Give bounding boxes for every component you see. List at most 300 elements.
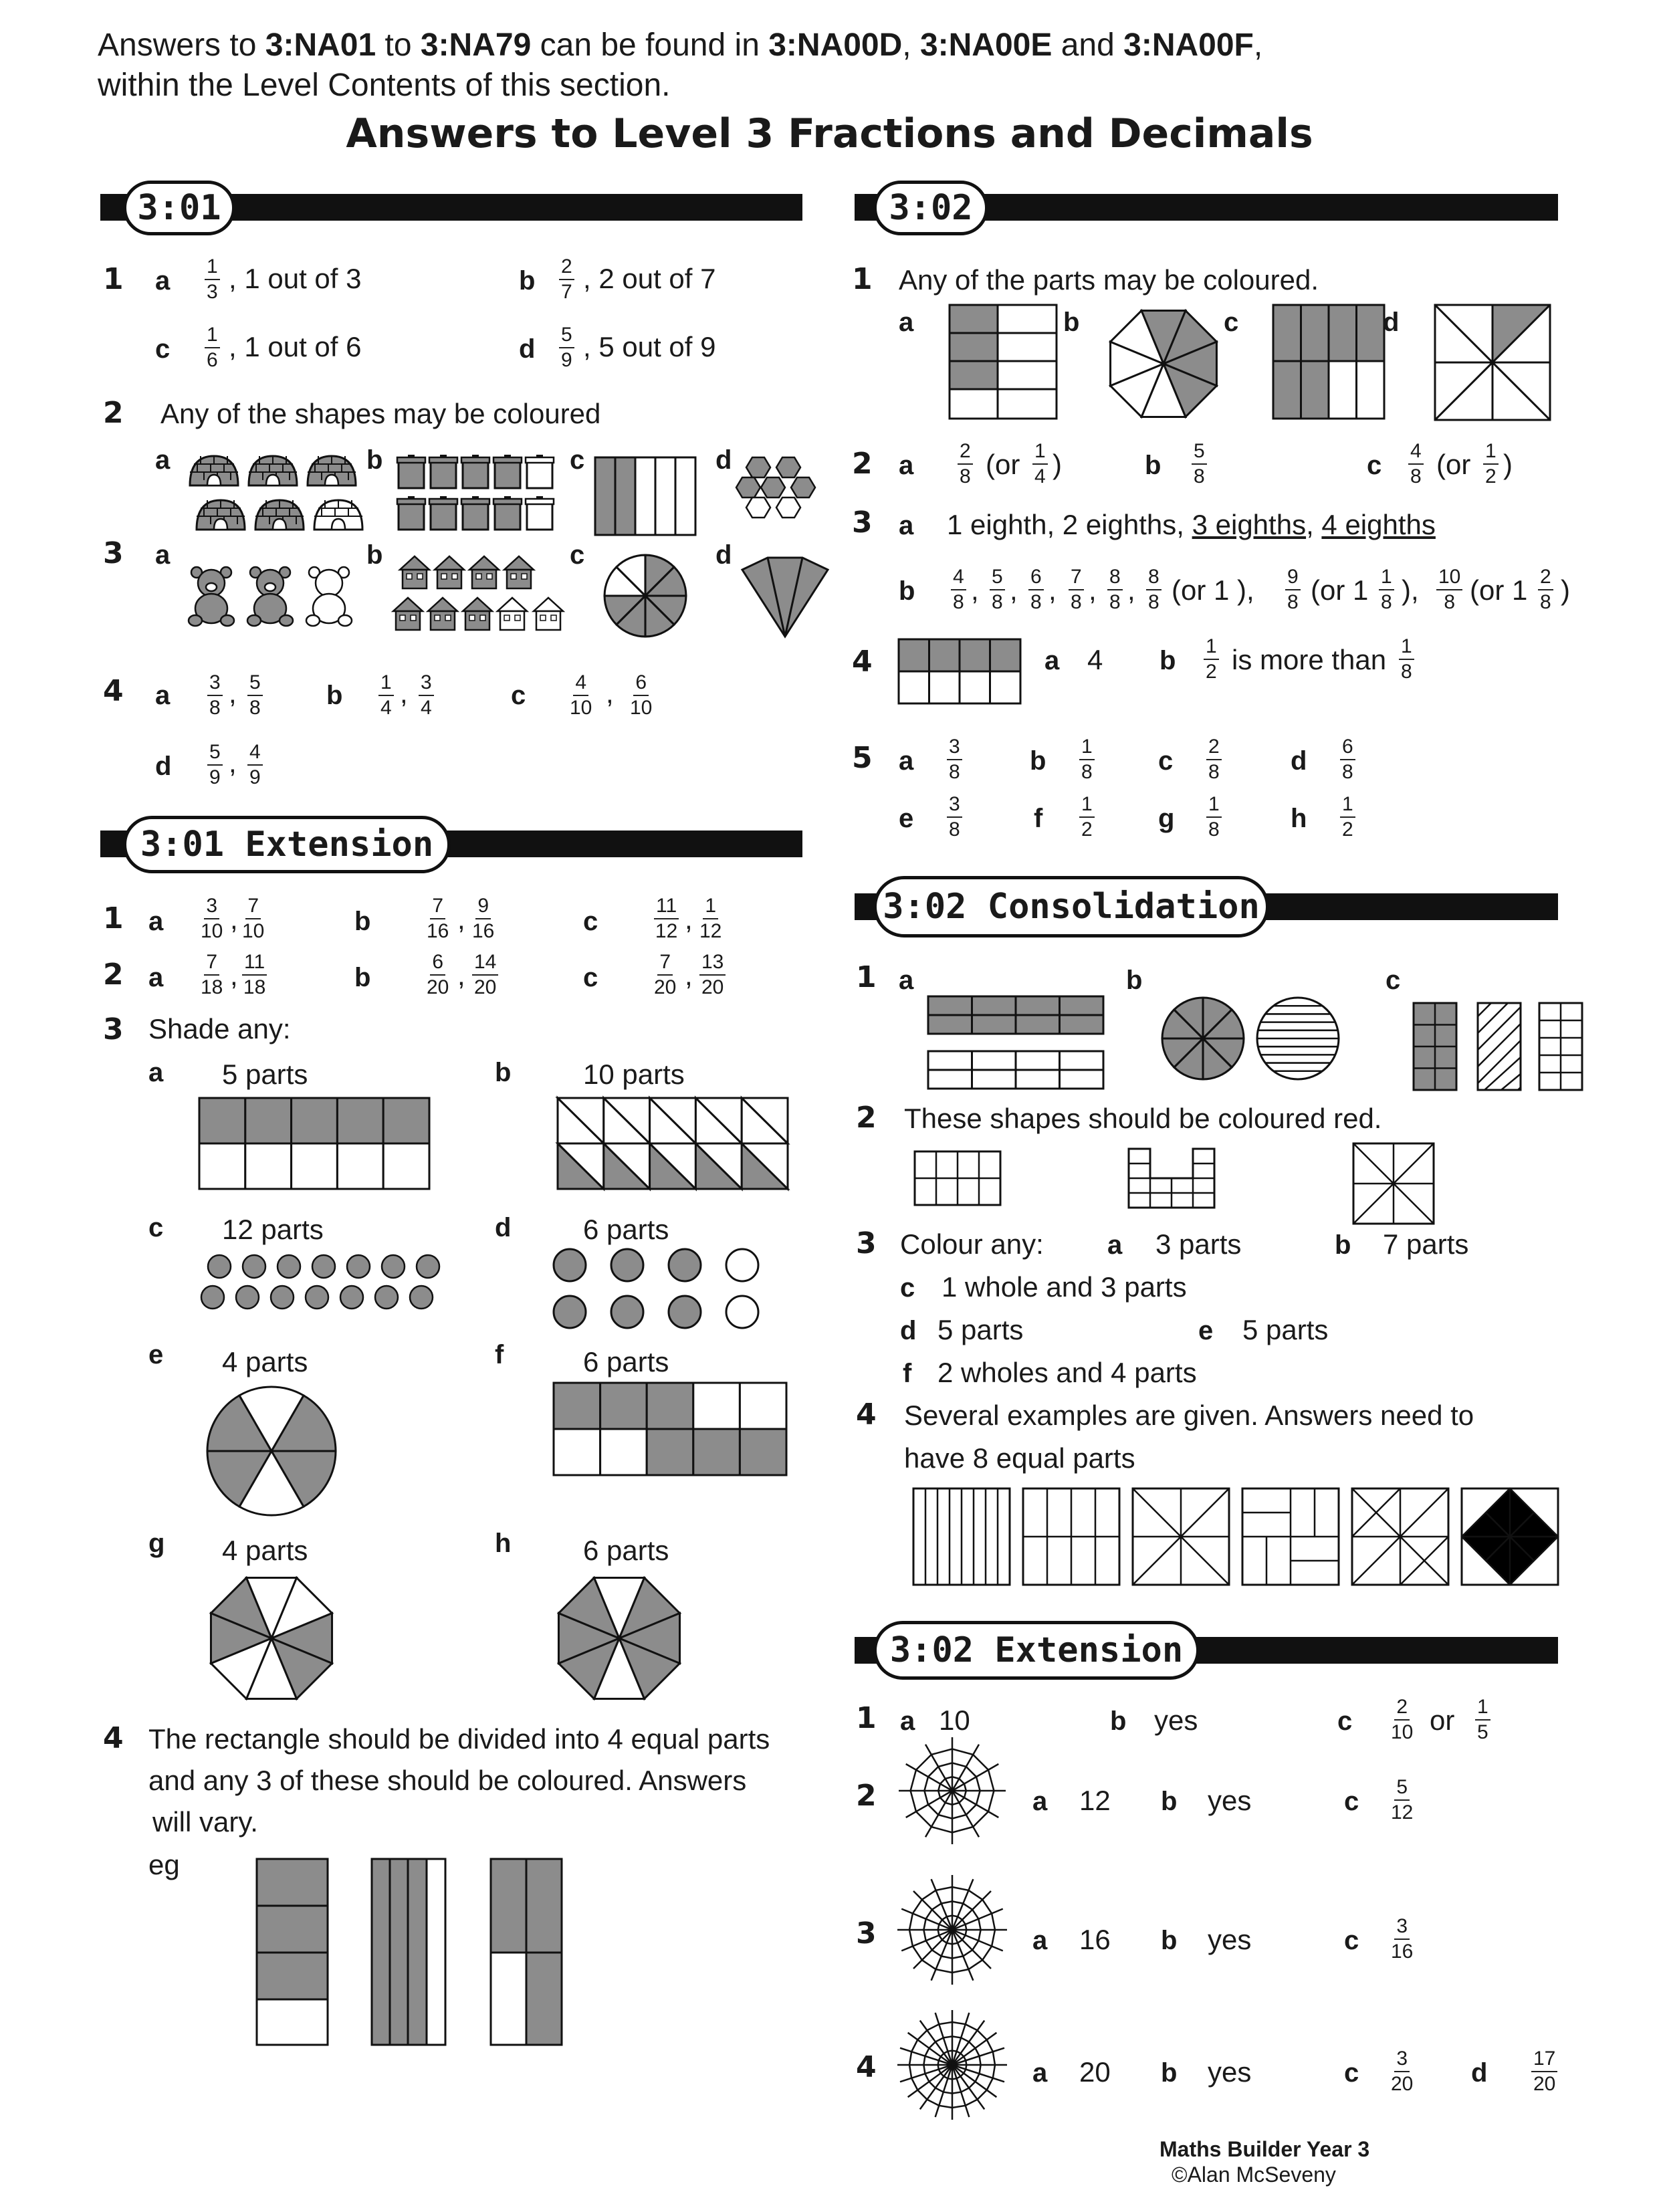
item-letter: e <box>899 804 914 833</box>
web-spoke <box>952 2048 1004 2065</box>
octagon-8-h <box>551 1570 687 1706</box>
item-letter: a <box>155 540 171 570</box>
parts-label: 10 parts <box>583 1059 685 1090</box>
circles-14-c <box>205 1250 453 1317</box>
q-number: 3 <box>856 1226 877 1260</box>
section-label-302-consolidation: 3:02 Consolidation <box>873 876 1269 937</box>
fraction: $\frac{3}{16}$ <box>1391 1915 1414 1963</box>
item-letter: h <box>495 1529 512 1558</box>
web-spoke <box>952 1930 991 1969</box>
grid-cell <box>740 1383 786 1429</box>
fraction: $\frac{3}{10}$ <box>201 895 223 942</box>
fraction: $\frac{2}{8}$ <box>1538 567 1553 613</box>
header-segment: 3:NA00F <box>1123 27 1254 63</box>
item-letter: a <box>899 746 914 776</box>
answer-text: yes <box>1154 1704 1198 1736</box>
circle-item <box>417 1255 439 1278</box>
comma: , <box>400 677 408 709</box>
comma: , <box>685 960 693 991</box>
grid-cell <box>292 1098 338 1143</box>
grid-cell <box>693 1429 740 1475</box>
igloos-shape <box>187 452 361 539</box>
fraction: $\frac{3}{4}$ <box>419 673 434 718</box>
fraction: $\frac{3}{8}$ <box>947 794 962 840</box>
fraction: $\frac{3}{20}$ <box>1391 2048 1414 2095</box>
answer-text: 1 whole and 3 parts <box>942 1271 1187 1303</box>
fraction: $\frac{11}{12}$ <box>655 895 678 942</box>
grid-cell <box>600 1429 647 1475</box>
fraction: $\frac{4}{8}$ <box>1408 441 1424 487</box>
fraction: $\frac{1}{4}$ <box>1032 441 1048 487</box>
question-text: Any of the shapes may be coloured <box>160 398 601 429</box>
question-text: Any of the parts may be coloured. <box>899 264 1319 296</box>
item-letter: a <box>148 963 164 992</box>
fraction: $\frac{5}{9}$ <box>559 325 574 370</box>
rect-example-vertical <box>372 1859 447 2046</box>
header-segment: to <box>376 27 421 63</box>
item-letter: b <box>1063 308 1080 337</box>
answer-text: 4 <box>1087 644 1103 675</box>
item-letter: c <box>1386 966 1401 995</box>
fraction: $\frac{1}{6}$ <box>205 325 220 370</box>
comma: , <box>230 960 238 991</box>
item-letter: a <box>899 511 914 540</box>
item-letter: c <box>1337 1706 1353 1736</box>
answer-text: , 1 out of 6 <box>229 331 362 362</box>
item-letter: b <box>354 963 371 992</box>
item-letter: a <box>155 445 171 475</box>
header-segment: and <box>1052 27 1124 63</box>
section-label-301: 3:01 <box>123 181 235 235</box>
example-8-grid <box>1023 1488 1121 1586</box>
item-letter: d <box>715 540 732 570</box>
q-number: 1 <box>852 262 873 296</box>
item-letter: b <box>1110 1706 1127 1736</box>
explanation-line: Several examples are given. Answers need to <box>904 1400 1474 1431</box>
header-line-2: within the Level Contents of this section. <box>98 68 671 103</box>
circle-item <box>382 1255 405 1278</box>
circle-item <box>312 1255 335 1278</box>
item-letter: a <box>899 451 914 480</box>
web-spoke <box>900 2048 952 2065</box>
header-segment: can be found in <box>531 27 769 63</box>
comma: , <box>230 903 238 935</box>
octagon-8-b <box>1103 304 1224 424</box>
item-letter: a <box>900 1706 915 1736</box>
item-letter: a <box>148 907 164 936</box>
q-number: 1 <box>103 262 124 296</box>
item-letter: c <box>1224 308 1239 337</box>
circle-8-sectors <box>602 552 689 639</box>
explanation-line: have 8 equal parts <box>904 1442 1135 1474</box>
q-number: 1 <box>856 960 877 994</box>
circle-item <box>243 1255 265 1278</box>
example-8-pinwheel-rects <box>1242 1488 1340 1586</box>
or-text: (or 1 ), <box>1172 574 1254 606</box>
rect-example-quarters <box>491 1859 563 2046</box>
fan-shape <box>738 555 832 639</box>
item-letter: a <box>155 681 171 710</box>
comma: , <box>685 903 693 935</box>
fraction: $\frac{2}{8}$ <box>1206 737 1222 782</box>
web-spoke <box>913 1891 952 1930</box>
q-number: 1 <box>103 901 124 935</box>
q-number: 4 <box>856 1398 877 1432</box>
eighths-sequence: 1 eighth, 2 eighths, 3 eighths, 4 eighths <box>947 509 1436 540</box>
answer-text: 5 parts <box>1242 1314 1329 1345</box>
item-letter: d <box>155 752 172 781</box>
answer-text: 5 parts <box>937 1314 1024 1345</box>
fraction: $\frac{7}{8}$ <box>1069 567 1084 613</box>
example-8-triangles <box>1133 1488 1230 1586</box>
item-letter: b <box>1030 746 1046 776</box>
circle-item <box>271 1286 294 1309</box>
circle-8-shaded <box>1161 996 1245 1081</box>
item-letter: f <box>1034 804 1043 833</box>
fraction: $\frac{1}{2}$ <box>1483 441 1499 487</box>
item-letter: a <box>1032 1787 1048 1816</box>
item-letter: d <box>495 1213 512 1242</box>
fraction: $\frac{7}{10}$ <box>242 895 265 942</box>
parts-label: 4 parts <box>222 1346 308 1377</box>
section-label-302: 3:02 <box>873 181 988 235</box>
item-letter: a <box>1032 2058 1048 2088</box>
fraction: $\frac{5}{8}$ <box>990 567 1005 613</box>
or-text: (or <box>1436 449 1471 480</box>
grid-cell <box>337 1098 383 1143</box>
item-letter: g <box>1158 804 1175 833</box>
item-letter: d <box>715 445 732 475</box>
item-letter: b <box>1126 966 1143 995</box>
grid-2x4 <box>899 639 1022 705</box>
item-letter: a <box>1032 1926 1048 1955</box>
q-number: 2 <box>103 958 124 992</box>
rect-hatched <box>1478 1003 1522 1091</box>
grid-cell <box>199 1143 245 1189</box>
fraction: $\frac{2}{8}$ <box>958 441 973 487</box>
or-text: (or <box>986 449 1020 480</box>
comma: , <box>457 960 465 991</box>
fraction: $\frac{1}{2}$ <box>1204 637 1219 682</box>
close-paren: ), <box>1402 574 1419 606</box>
grid-cell <box>693 1383 740 1429</box>
item-letter: c <box>1158 746 1174 776</box>
parts-label: 6 parts <box>583 1346 669 1377</box>
grid-cell <box>647 1383 693 1429</box>
item-letter: c <box>511 681 526 710</box>
rect-grid-white <box>1539 1003 1583 1091</box>
fraction: $\frac{7}{16}$ <box>427 895 449 942</box>
circle-item <box>306 1286 328 1309</box>
q-number: 3 <box>103 536 124 570</box>
fraction: $\frac{10}{8}$ <box>1436 567 1462 613</box>
parts-label: 5 parts <box>222 1059 308 1090</box>
q-number: 3 <box>852 506 873 540</box>
circle-item <box>726 1249 758 1281</box>
grid-2x5-a <box>198 1097 429 1190</box>
web-spoke <box>935 2013 952 2065</box>
grid-cell <box>383 1143 429 1189</box>
explanation-line: The rectangle should be divided into 4 equal parts <box>148 1723 770 1755</box>
fraction: $\frac{1}{2}$ <box>1079 794 1095 840</box>
or-text: or <box>1430 1704 1455 1736</box>
item-letter: b <box>326 681 343 710</box>
item-letter: b <box>899 576 915 606</box>
comma: , <box>1089 574 1097 606</box>
grid-2x5-f <box>552 1381 788 1476</box>
fraction: $\frac{5}{8}$ <box>247 673 263 718</box>
fraction: $\frac{1}{8}$ <box>1079 737 1095 782</box>
circle-item <box>726 1296 758 1328</box>
page-title: Answers to Level 3 Fractions and Decimals <box>346 110 1313 157</box>
web-spoke <box>952 2013 969 2065</box>
header-segment: , <box>1253 27 1263 63</box>
q-number: 4 <box>856 2050 877 2084</box>
item-letter: c <box>1344 1787 1359 1816</box>
item-letter: b <box>1161 1926 1178 1955</box>
close-paren: ) <box>1053 449 1062 480</box>
grid-cell <box>292 1143 338 1189</box>
comma: , <box>971 574 979 606</box>
section-label-302-extension: 3:02 Extension <box>873 1621 1200 1680</box>
u-shape-grid <box>1127 1147 1216 1209</box>
circle-item <box>208 1255 231 1278</box>
comma: , <box>457 903 465 935</box>
footer-copyright: ©Alan McSeveny <box>1172 2163 1336 2187</box>
item-letter: b <box>354 907 371 936</box>
q-number: 2 <box>856 1779 877 1813</box>
question-text: These shapes should be coloured red. <box>904 1103 1382 1134</box>
comma: , <box>1127 574 1135 606</box>
web-20-spokes <box>896 2009 1008 2121</box>
comma: , <box>606 677 614 709</box>
web-spoke <box>900 2065 952 2082</box>
question-text: Colour any: <box>900 1228 1044 1260</box>
fraction: $\frac{4}{10}$ <box>570 671 592 719</box>
grid-cell <box>554 1383 600 1429</box>
item-letter: c <box>148 1213 164 1242</box>
circle-item <box>554 1249 586 1281</box>
fraction: $\frac{4}{8}$ <box>951 567 966 613</box>
circle-item <box>347 1255 370 1278</box>
item-letter: d <box>1471 2058 1488 2088</box>
q-number: 3 <box>103 1012 124 1046</box>
fraction: $\frac{11}{18}$ <box>243 951 266 998</box>
fraction: $\frac{1}{2}$ <box>1340 794 1355 840</box>
or-text: (or 1 <box>1470 574 1528 606</box>
header-segment: Answers to <box>98 27 265 63</box>
parts-label: 6 parts <box>583 1535 669 1566</box>
parts-label: 6 parts <box>583 1214 669 1245</box>
fraction: $\frac{13}{20}$ <box>699 952 726 998</box>
item-letter: c <box>155 334 171 364</box>
circle-item <box>611 1296 643 1328</box>
circle-item <box>410 1286 433 1309</box>
item-letter: b <box>1159 646 1176 675</box>
explanation-line: and any 3 of these should be coloured. Answers <box>148 1765 747 1796</box>
header-segment: 3:NA79 <box>420 27 532 63</box>
comma: , <box>1048 574 1057 606</box>
fraction: $\frac{9}{8}$ <box>1285 567 1301 613</box>
comma: , <box>229 677 237 709</box>
footer-title: Maths Builder Year 3 <box>1159 2137 1370 2161</box>
grid-4x2-c <box>1273 305 1386 420</box>
grid-cell <box>337 1143 383 1189</box>
item-letter: c <box>900 1273 915 1303</box>
fraction: $\frac{8}{8}$ <box>1146 567 1162 613</box>
item-letter: c <box>570 540 585 570</box>
fraction: $\frac{3}{8}$ <box>947 737 962 782</box>
q-number: 4 <box>852 645 873 679</box>
grid-cell <box>383 1098 429 1143</box>
example-8-diamond <box>1462 1488 1559 1586</box>
web-spoke <box>952 2065 969 2117</box>
fraction: $\frac{6}{20}$ <box>427 951 449 998</box>
item-letter: b <box>366 445 383 475</box>
answer-text: 3 parts <box>1155 1228 1242 1260</box>
fraction: $\frac{1}{5}$ <box>1475 1697 1490 1743</box>
circle-item <box>236 1286 259 1309</box>
web-spoke <box>913 1930 952 1969</box>
answer-text: 12 <box>1079 1785 1111 1816</box>
circle-item <box>375 1286 398 1309</box>
fraction: $\frac{1}{3}$ <box>205 257 220 302</box>
grid-cell <box>199 1098 245 1143</box>
explanation-line: will vary. <box>152 1806 258 1838</box>
circle-stripes <box>1256 996 1340 1081</box>
fraction: $\frac{2}{10}$ <box>1391 1696 1414 1743</box>
answer-text: , 2 out of 7 <box>583 263 716 294</box>
grid-2x4-small <box>915 1151 1002 1208</box>
rectangle-5-strips <box>595 457 695 536</box>
grid-triangles-b <box>556 1097 789 1190</box>
q-number: 2 <box>103 396 124 430</box>
fraction: $\frac{1}{8}$ <box>1399 637 1414 682</box>
q-number: 2 <box>852 447 873 481</box>
answer-text: yes <box>1208 2056 1252 2088</box>
fraction: $\frac{7}{18}$ <box>201 951 223 998</box>
item-letter: b <box>1161 1787 1178 1816</box>
grid-cell <box>554 1429 600 1475</box>
item-letter: e <box>1198 1316 1214 1345</box>
circle-item <box>669 1249 701 1281</box>
fraction: $\frac{5}{12}$ <box>1391 1776 1414 1823</box>
answer-text: 2 wholes and 4 parts <box>937 1357 1197 1388</box>
fraction: $\frac{5}{8}$ <box>1192 441 1207 487</box>
item-letter: h <box>1291 804 1307 833</box>
web-spoke <box>935 2065 952 2117</box>
teddy-bears-shape <box>187 567 361 629</box>
item-letter: c <box>1344 2058 1359 2088</box>
item-letter: b <box>366 540 383 570</box>
pots-shape <box>397 455 558 535</box>
answer-text: yes <box>1208 1924 1252 1955</box>
rect-grid-shaded <box>1414 1003 1458 1091</box>
fraction: $\frac{1}{4}$ <box>378 673 394 718</box>
q-number: 4 <box>103 1721 124 1755</box>
close-paren: ) <box>1503 449 1513 480</box>
circles-8-d <box>552 1248 760 1337</box>
square-8-triangles-red <box>1353 1143 1435 1225</box>
question-text: Shade any: <box>148 1013 291 1044</box>
item-letter: a <box>899 966 914 995</box>
circle-6-sectors-e <box>205 1384 338 1518</box>
answer-text: yes <box>1208 1785 1252 1816</box>
item-letter: d <box>1383 308 1400 337</box>
bars-halves-quarters <box>928 996 1105 1090</box>
grid-cell <box>647 1429 693 1475</box>
item-letter: a <box>155 266 171 296</box>
item-letter: a <box>148 1058 164 1087</box>
header-segment: 3:NA01 <box>265 27 376 63</box>
item-letter: d <box>900 1316 917 1345</box>
q-number: 1 <box>856 1701 877 1735</box>
web-12-spokes <box>897 1736 1007 1846</box>
grid-cell <box>600 1383 647 1429</box>
item-letter: b <box>1145 451 1162 480</box>
item-letter: a <box>1044 646 1060 675</box>
item-letter: b <box>1335 1230 1351 1260</box>
item-letter: c <box>583 907 598 936</box>
circle-item <box>201 1286 224 1309</box>
fraction: $\frac{1}{8}$ <box>1379 567 1394 613</box>
or-text: (or 1 <box>1311 574 1369 606</box>
grid-cell <box>740 1429 786 1475</box>
item-letter: c <box>1344 1926 1359 1955</box>
web-spoke <box>952 1891 991 1930</box>
answer-text: is more than <box>1232 644 1387 675</box>
item-letter: c <box>583 963 598 992</box>
fraction: $\frac{3}{8}$ <box>207 673 223 718</box>
grid-cell <box>245 1143 292 1189</box>
circle-item <box>669 1296 701 1328</box>
answer-text: 10 <box>939 1704 970 1736</box>
circle-item <box>340 1286 363 1309</box>
q-number: 3 <box>856 1916 877 1951</box>
item-letter: b <box>519 266 536 296</box>
fraction: $\frac{6}{10}$ <box>630 671 653 719</box>
grid-4x2-a <box>950 305 1058 420</box>
grid-cell <box>245 1098 292 1143</box>
parts-label: 4 parts <box>222 1535 308 1566</box>
q-number: 5 <box>852 741 873 775</box>
fraction: $\frac{2}{7}$ <box>559 257 574 302</box>
fraction: $\frac{5}{9}$ <box>207 742 223 788</box>
fraction: $\frac{9}{16}$ <box>472 895 495 942</box>
section-label-301-extension: 3:01 Extension <box>123 816 451 873</box>
item-letter: d <box>1291 746 1307 776</box>
q-number: 2 <box>856 1101 877 1135</box>
fraction: $\frac{8}{8}$ <box>1107 567 1123 613</box>
item-letter: b <box>1161 2058 1178 2088</box>
item-letter: c <box>570 445 585 475</box>
circle-item <box>611 1249 643 1281</box>
item-letter: a <box>1107 1230 1123 1260</box>
example-8-vertical-strips <box>913 1488 1011 1586</box>
answer-text: , 5 out of 9 <box>583 331 716 362</box>
web-16-spokes <box>896 1874 1008 1986</box>
octagon-8-g <box>203 1570 340 1706</box>
example-8-diagonal-triangles <box>1352 1488 1450 1586</box>
circle-item <box>554 1296 586 1328</box>
rect-example-horizontal <box>257 1859 329 2046</box>
header-segment: 3:NA00D <box>768 27 903 63</box>
header-segment: 3:NA00E <box>919 27 1053 63</box>
circle-item <box>278 1255 300 1278</box>
parts-label: 12 parts <box>222 1214 324 1245</box>
fraction: $\frac{1}{8}$ <box>1206 794 1222 840</box>
hexagons-shape <box>738 456 825 536</box>
